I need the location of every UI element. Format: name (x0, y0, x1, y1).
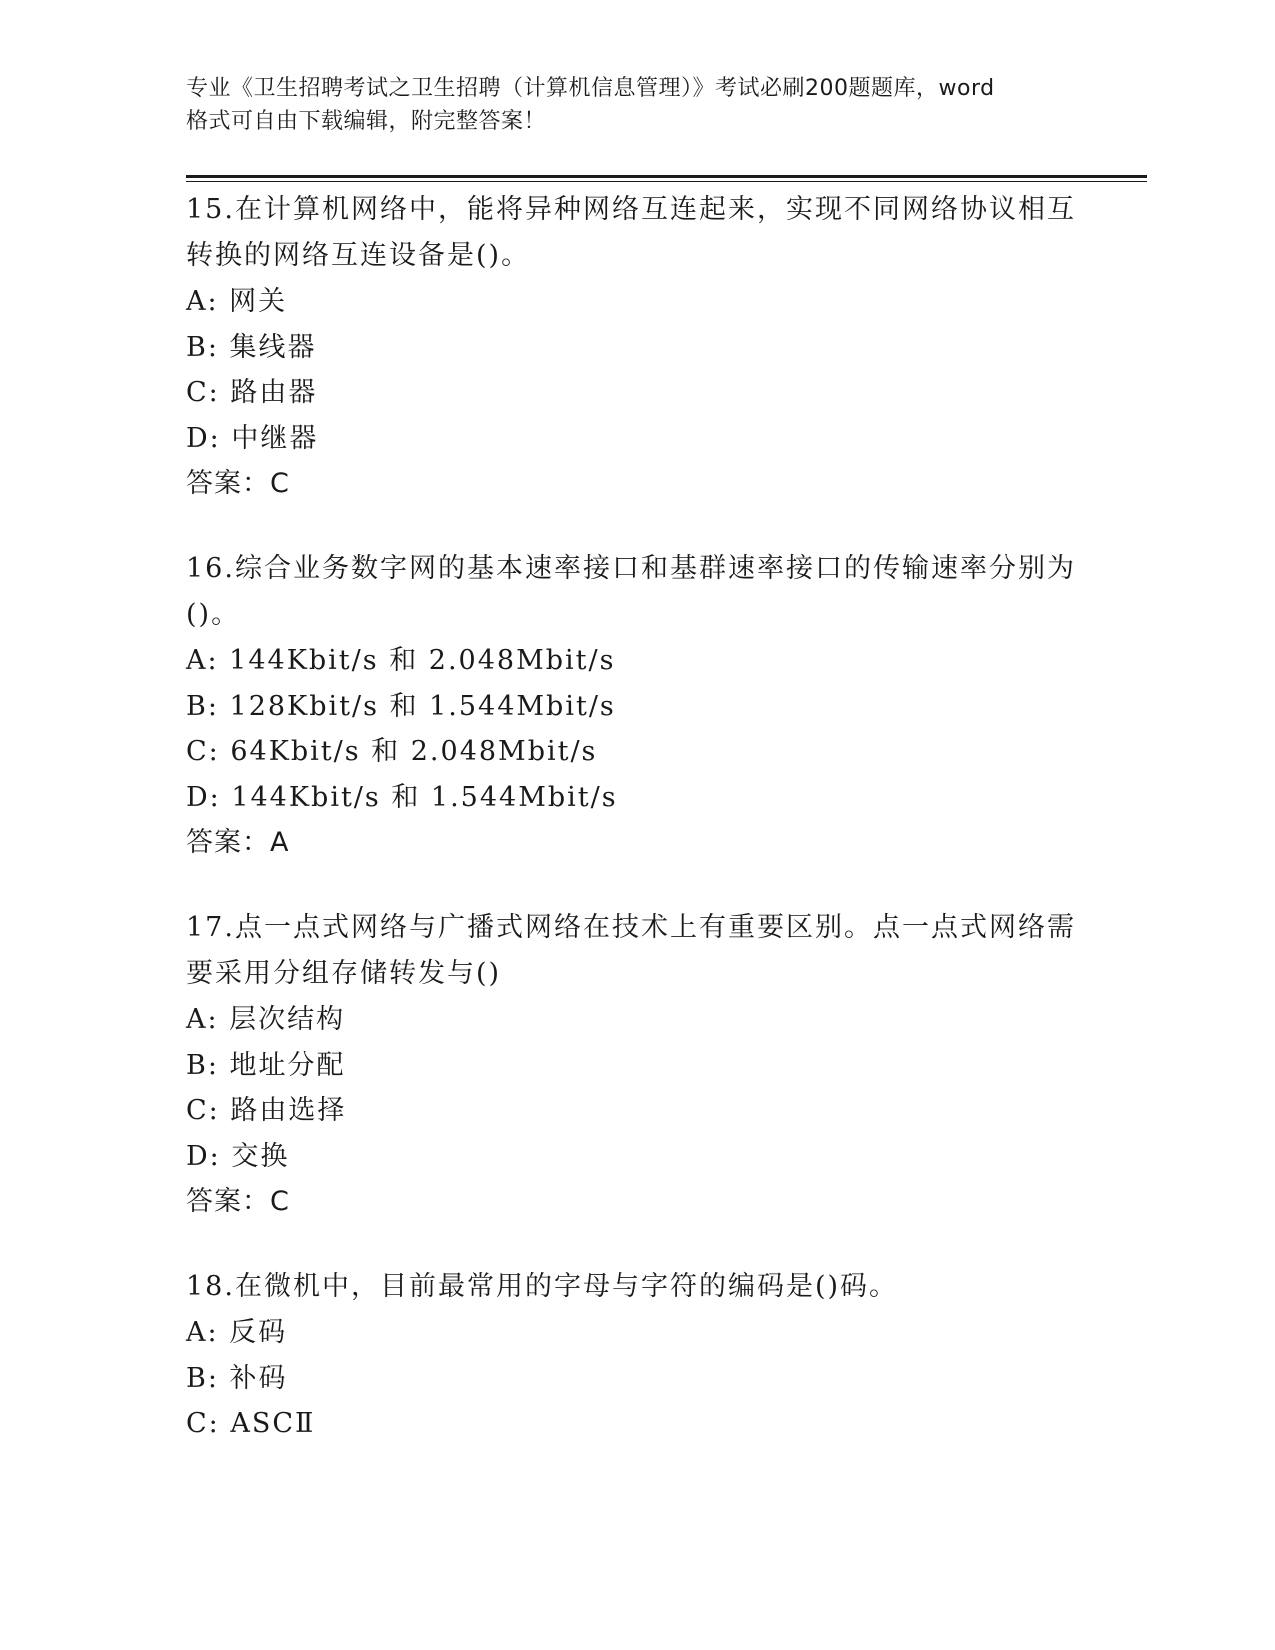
answer-line: 答案：C (186, 468, 290, 499)
stem-line-1: 16.综合业务数字网的基本速率接口和基群速率接口的传输速率分别为 (186, 553, 1076, 584)
question-15 (186, 187, 1086, 506)
question-stem (186, 187, 1086, 279)
document-header (186, 72, 1086, 138)
option-c: C: 路由器 (186, 377, 318, 408)
option-b: B: 128Kbit/s 和 1.544Mbit/s (186, 690, 616, 722)
option-c: C: 64Kbit/s 和 2.048Mbit/s (186, 736, 598, 767)
question-list (186, 187, 1086, 1447)
header-line-1: 专业《卫生招聘考试之卫生招聘（计算机信息管理）》考试必刷200题题库，word (186, 76, 995, 101)
stem-line-2: ()。 (186, 599, 241, 630)
question-spacer (186, 1224, 1086, 1264)
header-divider-thick (186, 175, 1147, 178)
stem-line-2: 转换的网络互连设备是()。 (186, 240, 531, 271)
option-a: A: 网关 (186, 286, 288, 317)
stem-line-2: 要采用分组存储转发与() (186, 958, 502, 989)
question-16 (186, 546, 1086, 865)
option-d: D: 交换 (186, 1140, 290, 1172)
question-spacer (186, 865, 1086, 905)
stem-line-1: 15.在计算机网络中，能将异种网络互连起来，实现不同网络协议相互 (186, 194, 1076, 225)
option-a: A: 144Kbit/s 和 2.048Mbit/s (186, 645, 616, 676)
option-b: B: 集线器 (186, 331, 317, 363)
stem-line-1: 18.在微机中，目前最常用的字母与字符的编码是()码。 (186, 1271, 899, 1302)
option-c: C: ASCⅡ (186, 1408, 316, 1439)
option-b: B: 补码 (186, 1362, 288, 1394)
question-spacer (186, 506, 1086, 546)
stem-line-1: 17.点一点式网络与广播式网络在技术上有重要区别。点一点式网络需 (186, 912, 1076, 943)
option-d: D: 144Kbit/s 和 1.544Mbit/s (186, 781, 618, 813)
question-stem (186, 1264, 1086, 1310)
answer-line: 答案：C (186, 1186, 290, 1217)
option-b: B: 地址分配 (186, 1049, 346, 1081)
question-18 (186, 1264, 1086, 1447)
question-17 (186, 905, 1086, 1224)
option-a: A: 层次结构 (186, 1004, 346, 1035)
question-stem (186, 546, 1086, 638)
option-d: D: 中继器 (186, 422, 319, 454)
question-stem (186, 905, 1086, 997)
option-a: A: 反码 (186, 1317, 288, 1348)
header-line-2: 格式可自由下载编辑，附完整答案！ (186, 109, 547, 134)
option-c: C: 路由选择 (186, 1095, 347, 1126)
answer-line: 答案：A (186, 827, 290, 858)
header-divider-thin (186, 181, 1147, 182)
